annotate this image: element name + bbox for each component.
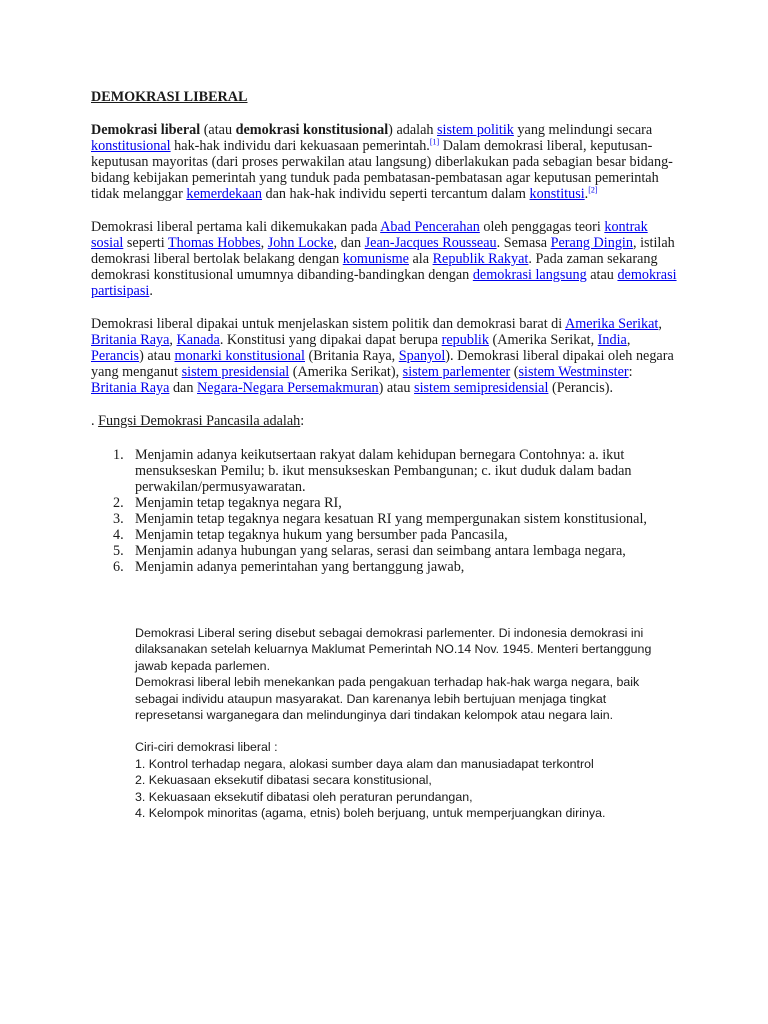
text-span: ( (510, 364, 519, 380)
summary-paragraph-hak: Demokrasi liberal lebih menekankan pada pengakuan terhadap hak-hak warga negara, baik sebagai individu ataupun masyarakat. Dan karenanya lebih bertujuan menjaga tingkat represetansi warganegara dan melindunginya dari tindakan kelompok atau negara lain. (135, 675, 640, 723)
text-span: , dan (333, 235, 365, 251)
text-span: . Semasa (496, 235, 551, 251)
link-india[interactable]: India (597, 332, 627, 348)
paragraph-usage (91, 316, 679, 396)
text-span: ). Demokrasi liberal dipakai oleh negara yang menganut (91, 348, 674, 380)
link-sistem-semipresidensial[interactable]: sistem semipresidensial (414, 380, 549, 396)
list-item-text: Menjamin tetap tegaknya negara kesatuan RI yang mempergunakan sistem konstitusional, (135, 511, 647, 527)
text-span: , istilah demokrasi liberal bertolak belakang dengan (91, 235, 675, 267)
list-item (91, 495, 651, 511)
paragraph-definition (91, 122, 679, 202)
link-demokrasi-langsung[interactable]: demokrasi langsung (472, 267, 587, 283)
link-sistem-westminster[interactable]: sistem Westminster (518, 364, 629, 380)
text-span: Dalam demokrasi liberal, keputusan-keputusan mayoritas (dari proses perwakilan atau langsung) diberlakukan pada sebagian besar bidang-bidang kebijakan pemerintah yang tunduk pada pembatasan-pembatasan agar keputusan pemerintah tidak melanggar (91, 138, 673, 202)
link-thomas-hobbes[interactable]: Thomas Hobbes (167, 235, 261, 251)
ciri-item: 4. Kelompok minoritas (agama, etnis) boleh berjuang, untuk memperjuangkan dirinya. (135, 806, 606, 821)
link-perancis[interactable]: Perancis (91, 348, 140, 364)
text-span: Demokrasi liberal dipakai untuk menjelaskan sistem politik dan demokrasi barat di (91, 316, 565, 332)
text-span: : (300, 413, 305, 429)
link-konstitusi[interactable]: konstitusi (529, 186, 585, 202)
text-span: oleh penggagas teori (479, 219, 605, 235)
link-perang-dingin[interactable]: Perang Dingin (550, 235, 633, 251)
summary-paragraph-parlementer: Demokrasi Liberal sering disebut sebagai demokrasi parlementer. Di indonesia demokrasi ini dilaksanakan setelah keluarnya Maklumat Pemerintah NO.14 Nov. 1945. Menteri bertanggung jawab kepada parlemen. (135, 626, 652, 673)
fungsi-list (91, 447, 651, 575)
link-negara-persemakmuran[interactable]: Negara-Negara Persemakmuran (197, 380, 379, 396)
list-item (91, 527, 651, 543)
link-republik-rakyat[interactable]: Republik Rakyat (432, 251, 529, 267)
fungsi-heading-underlined: Fungsi Demokrasi Pancasila adalah (98, 413, 301, 429)
list-item (91, 559, 651, 575)
list-item-text: Menjamin adanya hubungan yang selaras, serasi dan seimbang antara lembaga negara, (135, 543, 626, 559)
text-span: ala (408, 251, 433, 267)
text-span: hak-hak individu dari kekuasaan pemerintah. (170, 138, 430, 154)
link-spanyol[interactable]: Spanyol (398, 348, 446, 364)
ciri-item: 3. Kekuasaan eksekutif dibatasi oleh peraturan perundangan, (135, 789, 473, 804)
list-number: 4. (113, 527, 124, 543)
text-span: yang melindungi secara (513, 122, 653, 138)
ciri-title: Ciri-ciri demokrasi liberal : (135, 740, 278, 755)
text-span: atau (586, 267, 618, 283)
text-span: : (628, 364, 633, 380)
text-span: , (169, 332, 177, 348)
text-span: (Perancis). (548, 380, 614, 396)
text-span: seperti (123, 235, 168, 251)
text-span: (Britania Raya, (304, 348, 399, 364)
paragraph-fungsi-heading (91, 413, 679, 429)
list-item-text: Menjamin adanya keikutsertaan rakyat dalam kehidupan bernegara Contohnya: a. ikut mensukseskan Pemilu; b. ikut mensukseskan Pembangunan; c. ikut duduk dalam badan perwakilan/permusyawaratan. (135, 447, 632, 495)
link-reference-2[interactable]: [2] (588, 185, 598, 195)
liberal-summary-block (135, 625, 675, 821)
link-konstitusional[interactable]: konstitusional (91, 138, 171, 154)
text-span: ) adalah (388, 122, 438, 138)
text-span: . (149, 283, 153, 299)
term-demokrasi-liberal: Demokrasi liberal (91, 122, 201, 138)
list-item (91, 511, 651, 527)
text-span: ) atau (139, 348, 175, 364)
text-span: . Konstitusi yang dipakai dapat berupa (219, 332, 442, 348)
link-kontrak-sosial[interactable]: kontrak sosial (91, 219, 648, 251)
reference-1 (430, 137, 439, 146)
link-britania-raya-2[interactable]: Britania Raya (91, 380, 170, 396)
link-britania-raya[interactable]: Britania Raya (91, 332, 170, 348)
reference-2 (588, 185, 597, 194)
paragraph-history (91, 219, 679, 299)
link-reference-1[interactable]: [1] (429, 137, 440, 147)
text-span: . Pada zaman sekarang demokrasi konstitusional umumnya dibanding-bandingkan dengan (91, 251, 658, 283)
text-span: . (584, 186, 589, 202)
link-jean-jacques-rousseau[interactable]: Jean-Jacques Rousseau (364, 235, 497, 251)
text-span: Demokrasi liberal pertama kali dikemukakan pada (91, 219, 381, 235)
term-demokrasi-konstitusional: demokrasi konstitusional (235, 122, 389, 138)
link-demokrasi-partisipasi[interactable]: demokrasi partisipasi (91, 267, 677, 299)
list-item-text: Menjamin tetap tegaknya hukum yang bersumber pada Pancasila, (135, 527, 508, 543)
text-span: (atau (200, 122, 236, 138)
link-kanada[interactable]: Kanada (176, 332, 220, 348)
link-john-locke[interactable]: John Locke (267, 235, 334, 251)
ciri-item: 2. Kekuasaan eksekutif dibatasi secara konstitusional, (135, 773, 432, 788)
list-number: 2. (113, 495, 124, 511)
list-number: 3. (113, 511, 124, 527)
text-span: dan (169, 380, 197, 396)
link-komunisme[interactable]: komunisme (342, 251, 409, 267)
link-monarki-konstitusional[interactable]: monarki konstitusional (174, 348, 305, 364)
link-sistem-presidensial[interactable]: sistem presidensial (181, 364, 290, 380)
ciri-item: 1. Kontrol terhadap negara, alokasi sumber daya alam dan manusiadapat terkontrol (135, 756, 594, 771)
link-amerika-serikat[interactable]: Amerika Serikat (565, 316, 659, 332)
text-span: , (260, 235, 268, 251)
list-item-text: Menjamin tetap tegaknya negara RI, (135, 495, 342, 511)
list-item-text: Menjamin adanya pemerintahan yang bertanggung jawab, (135, 559, 465, 575)
text-span: , (658, 316, 662, 332)
list-number: 5. (113, 543, 124, 559)
link-abad-pencerahan[interactable]: Abad Pencerahan (380, 219, 480, 235)
link-kemerdekaan[interactable]: kemerdekaan (186, 186, 262, 202)
text-span: ) atau (378, 380, 415, 396)
text-span: , (626, 332, 631, 348)
text-span: . (91, 413, 99, 429)
list-number: 1. (113, 447, 124, 463)
link-sistem-politik[interactable]: sistem politik (437, 122, 514, 138)
list-item (91, 447, 651, 495)
list-item (91, 543, 651, 559)
text-span: (Amerika Serikat), (289, 364, 403, 380)
text-span: dan hak-hak individu seperti tercantum dalam (261, 186, 530, 202)
list-number: 6. (113, 559, 124, 575)
page-title: DEMOKRASI LIBERAL (91, 89, 248, 105)
link-republik[interactable]: republik (441, 332, 489, 348)
link-sistem-parlementer[interactable]: sistem parlementer (402, 364, 511, 380)
text-span: (Amerika Serikat, (488, 332, 598, 348)
spacer (135, 723, 675, 739)
